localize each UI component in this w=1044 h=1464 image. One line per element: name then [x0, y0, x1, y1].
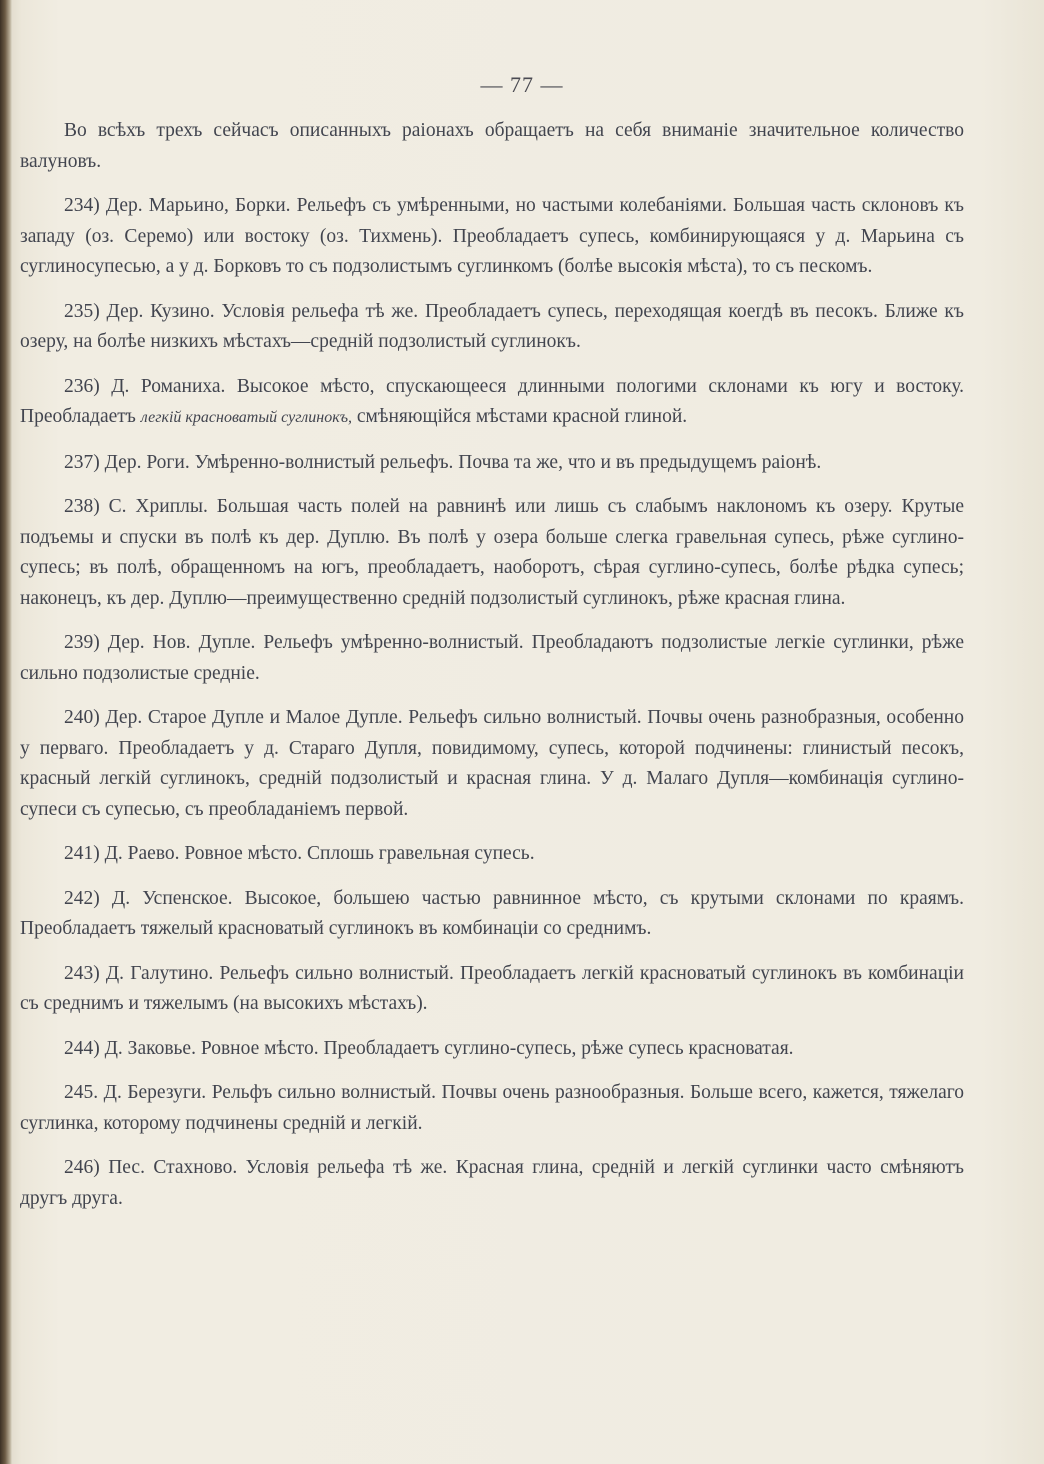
entry-236-text-start: 236) Д. Романиха. Высокое мѣсто, спускающееся длинными пологими склонами къ югу и востоку. Преобладаетъ	[20, 375, 964, 427]
entry-238: 238) С. Хриплы. Большая часть полей на равнинѣ или лишь съ слабымъ наклономъ къ озеру. Крутые подъемы и спуски въ полѣ къ дер. Дуплю. Въ полѣ у озера больше слегка гравельная супесь, рѣже суглино-супесь; въ полѣ, обращенномъ на югъ, преобладаетъ, наоборотъ, сѣрая суглино-супесь, болѣе рѣдка супесь; наконецъ, къ дер. Дуплю—преимущественно средній подзолистый суглинокъ, рѣже красная глина.	[20, 496, 964, 609]
entry-245: 245. Д. Березуги. Рельфъ сильно волнистый. Почвы очень разнообразныя. Больше всего, кажется, тяжелаго суглинка, которому подчинены средній и легкій.	[20, 1082, 964, 1134]
entry-244: 244) Д. Заковье. Ровное мѣсто. Преобладаетъ суглино-супесь, рѣже супесь красноватая.	[64, 1037, 794, 1059]
entry-237: 237) Дер. Роги. Умѣренно-волнистый рельефъ. Почва та же, что и въ предыдущемъ раіонѣ.	[64, 451, 822, 473]
entry-240: 240) Дер. Старое Дупле и Малое Дупле. Рельефъ сильно волнистый. Почвы очень разнобразныя, особенно у перваго. Преобладаетъ у д. Стараго Дупля, повидимому, супесь, которой подчинены: глинистый песокъ, красный легкій суглинокъ, средній подзолистый и красная глина. У д. Малаго Дупля—комбинація суглино-супеси съ супесью, съ преобладаніемъ первой.	[20, 707, 964, 820]
entry-246: 246) Пес. Стахново. Условія рельефа тѣ же. Красная глина, средній и легкій суглинки часто смѣняютъ другъ друга.	[20, 1157, 964, 1209]
entry-234: 234) Дер. Марьино, Борки. Рельефъ съ умѣренными, но частыми колебаніями. Большая часть склоновъ къ западу (оз. Серемо) или востоку (оз. Тихмень). Преобладаетъ супесь, комбинирующаяся у д. Марьина съ суглиносупесью, а у д. Борковъ то съ подзолистымъ суглинкомъ (болѣе высокія мѣста), то съ пескомъ.	[20, 195, 964, 277]
intro-paragraph: Во всѣхъ трехъ сейчасъ описанныхъ раіонахъ обращаетъ на себя вниманіе значительное количество валуновъ.	[20, 120, 964, 172]
entry-235: 235) Дер. Кузино. Условія рельефа тѣ же. Преобладаетъ супесь, переходящая коегдѣ въ песокъ. Ближе къ озеру, на болѣе низкихъ мѣстахъ—средній подзолистый суглинокъ.	[20, 300, 964, 352]
binding-edge	[0, 0, 12, 1464]
entry-239: 239) Дер. Нов. Дупле. Рельефъ умѣренно-волнистый. Преобладаютъ подзолистые легкіе суглинки, рѣже сильно подзолистые средніе.	[20, 632, 964, 684]
entry-236-emphasis: легкій красноватый суглинокъ,	[140, 409, 353, 426]
text-body	[20, 116, 964, 1228]
page-number: — 77 —	[480, 72, 564, 97]
entry-242: 242) Д. Успенское. Высокое, большею частью равнинное мѣсто, съ крутыми склонами по краямъ. Преобладаетъ тяжелый красноватый суглинокъ въ комбинаціи со среднимъ.	[20, 887, 964, 939]
entry-236-text-end: смѣняющійся мѣстами красной глиной.	[352, 406, 688, 427]
entry-241: 241) Д. Раево. Ровное мѣсто. Сплошь гравельная супесь.	[64, 843, 535, 864]
entry-236	[20, 372, 964, 434]
entry-243: 243) Д. Галутино. Рельефъ сильно волнистый. Преобладаетъ легкій красноватый суглинокъ въ комбинаціи съ среднимъ и тяжелымъ (на высокихъ мѣстахъ).	[20, 962, 964, 1014]
